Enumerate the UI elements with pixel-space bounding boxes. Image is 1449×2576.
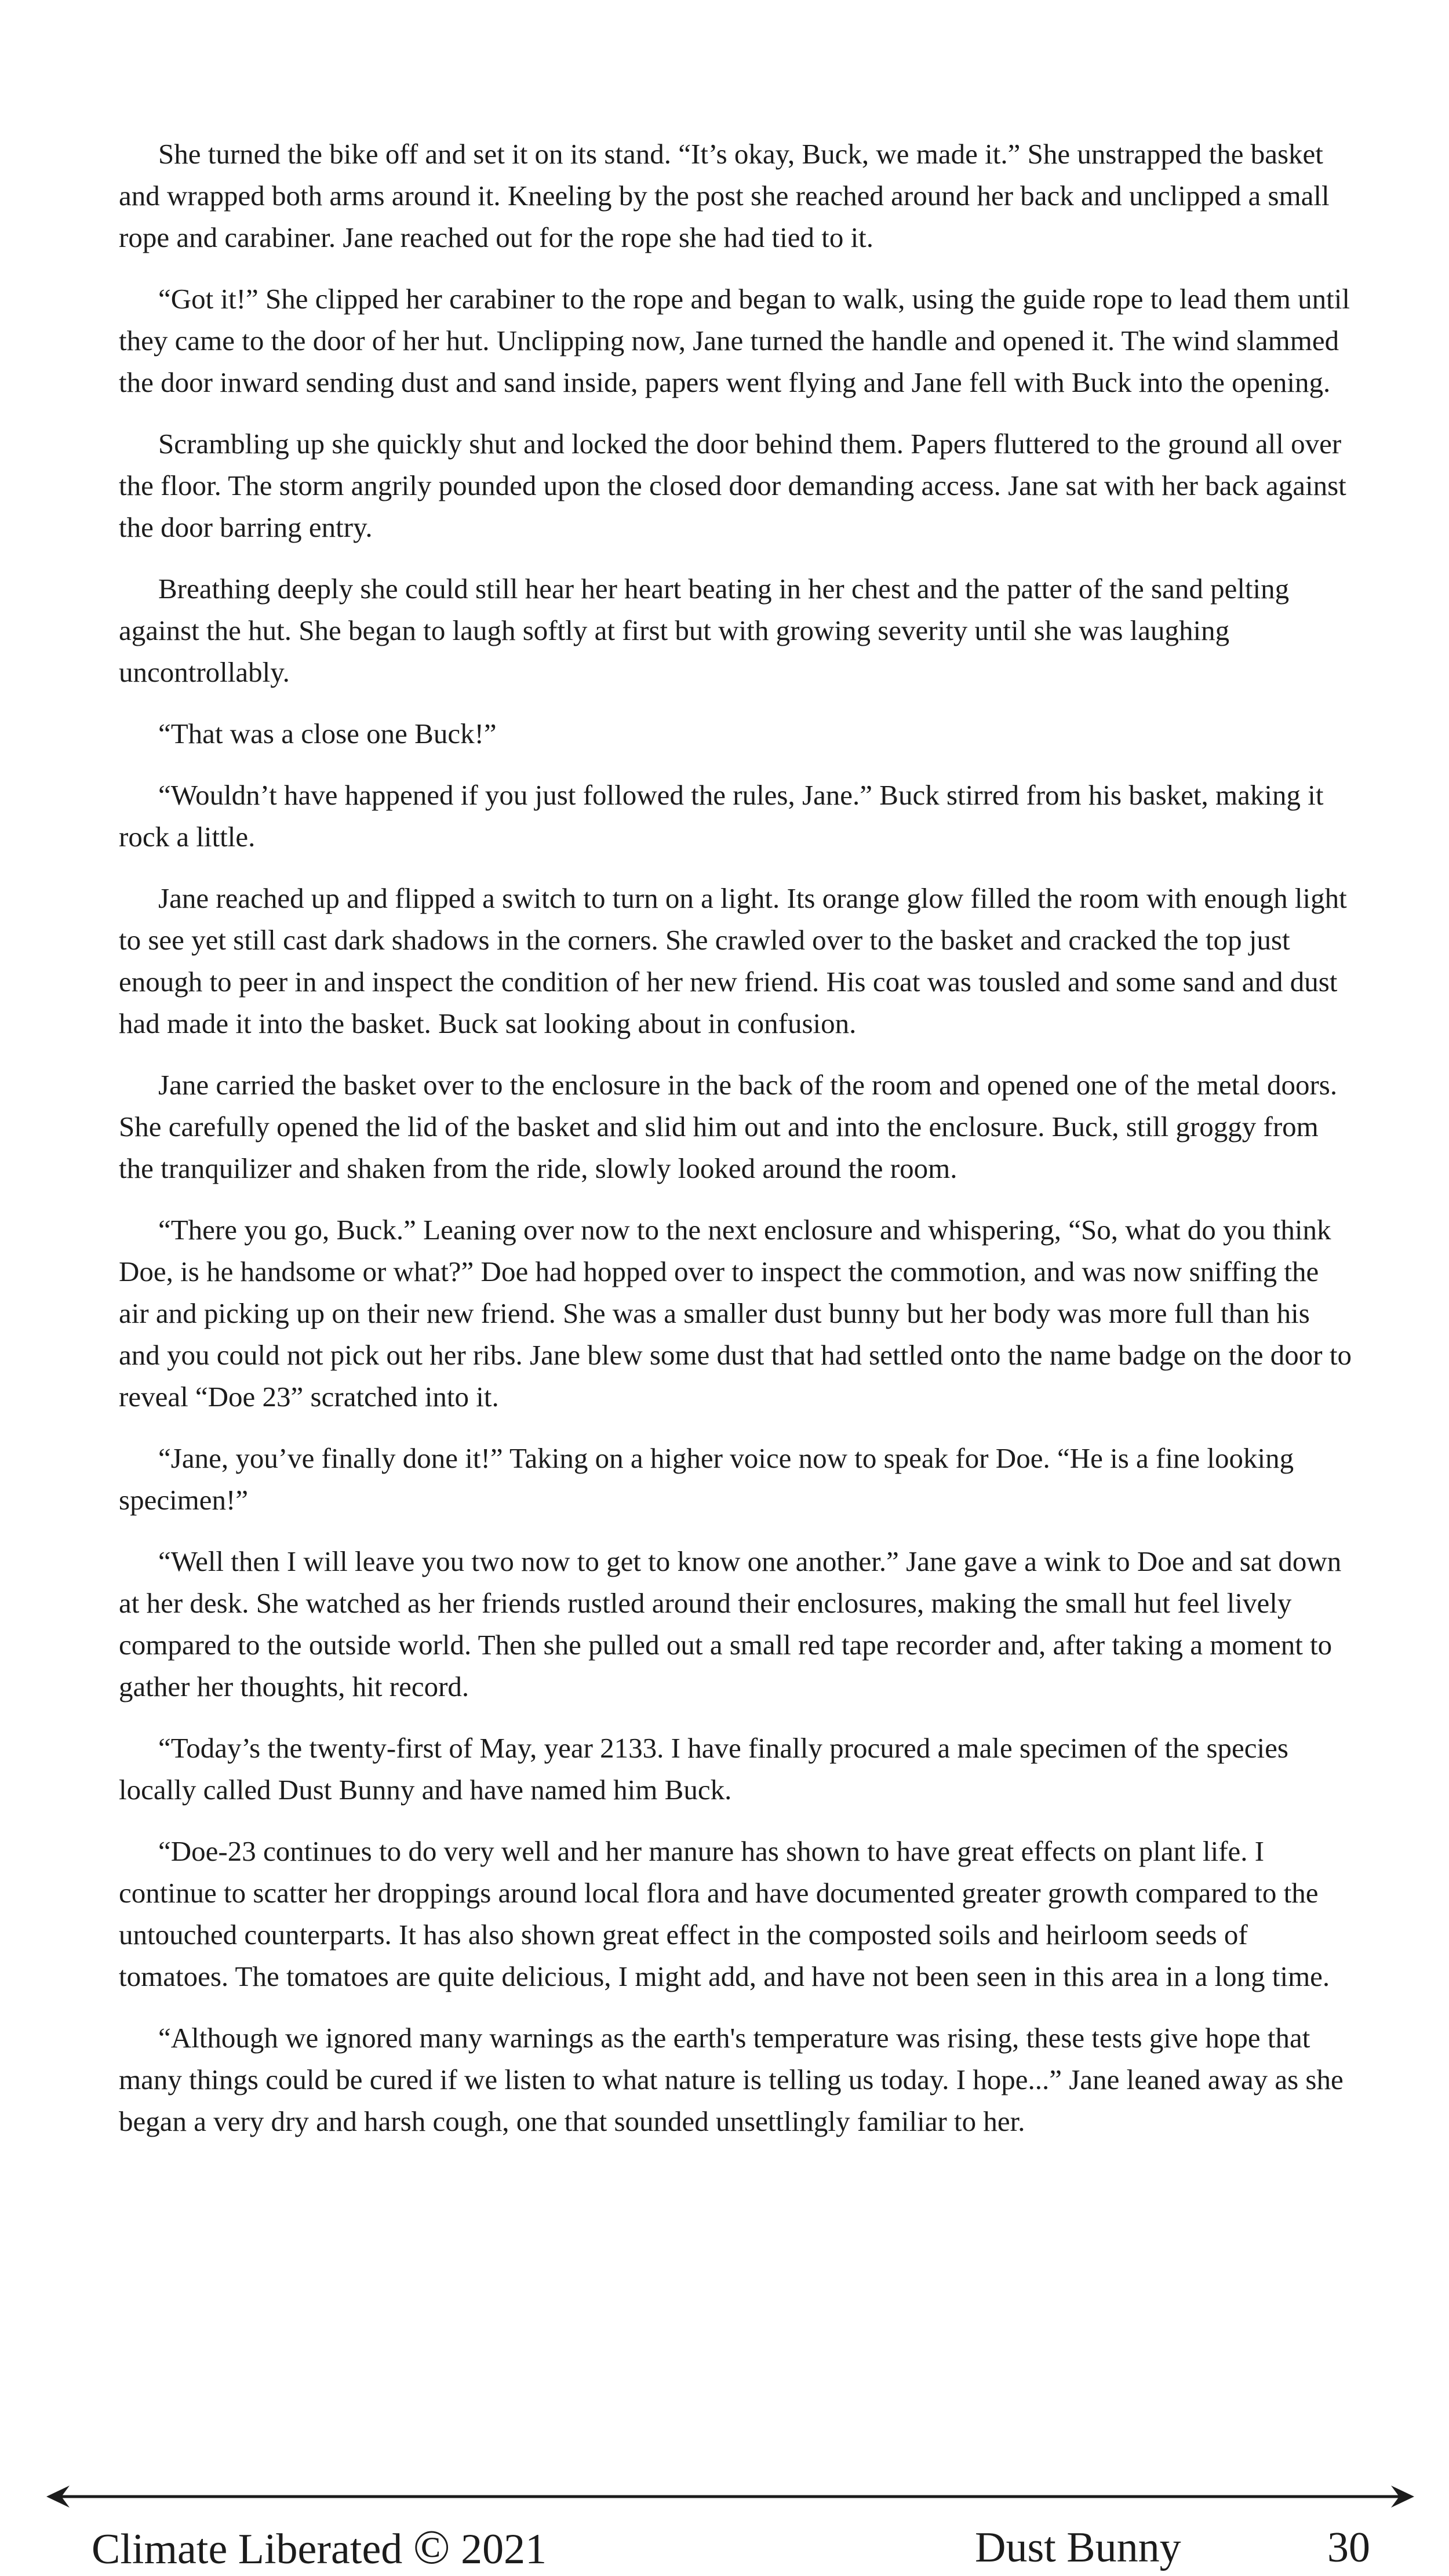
page-footer (0, 2522, 1449, 2574)
paragraph: “Got it!” She clipped her carabiner to the rope and began to walk, using the guide rope to lead them until they came to the door of her hut. Unclipping now, Jane turned the handle and opened it. The wind slammed the door inward sending dust and sand inside, papers went flying and Jane fell with Buck into the opening. (119, 283, 1350, 398)
book-title: Climate Liberated (92, 2526, 403, 2573)
paragraph: “Today’s the twenty-first of May, year 2133. I have finally procured a male specimen of the species locally called Dust Bunny and have named him Buck. (119, 1732, 1288, 1806)
paragraph: Jane reached up and flipped a switch to turn on a light. Its orange glow filled the room with enough light to see yet still cast dark shadows in the corners. She crawled over to the basket and cracked the top just enough to peer in and inspect the condition of her new friend. His coat was tousled and some sand and dust had made it into the basket. Buck sat looking about in confusion. (119, 882, 1347, 1039)
paragraph: “Wouldn’t have happened if you just followed the rules, Jane.” Buck stirred from his basket, making it rock a little. (119, 779, 1324, 853)
story-text (119, 133, 1353, 2162)
footer-arrow-rule (46, 2482, 1414, 2511)
paragraph: Jane carried the basket over to the enclosure in the back of the room and opened one of the metal doors. She carefully opened the lid of the basket and slid him out and into the enclosure. Buck, still groggy from the tranquilizer and shaken from the ride, slowly looked around the room. (119, 1069, 1338, 1184)
paragraph: Breathing deeply she could still hear her heart beating in her chest and the patter of the sand pelting against the hut. She began to laugh softly at first but with growing severity until she was laughing uncontrollably. (119, 573, 1290, 688)
paragraph: “Well then I will leave you two now to get to know one another.” Jane gave a wink to Doe and sat down at her desk. She watched as her friends rustled around their enclosures, making the small hut feel lively compared to the outside world. Then she pulled out a small red tape recorder and, after taking a moment to gather her thoughts, hit record. (119, 1545, 1342, 1702)
footer-book-credit (92, 2522, 547, 2575)
paragraph: “That was a close one Buck!” (158, 718, 497, 749)
copyright-year: 2021 (461, 2526, 547, 2573)
paragraph: “Although we ignored many warnings as the earth's temperature was rising, these tests give hope that many things could be cured if we listen to what nature is telling us today. I hope...” Jane leaned away as she began a very dry and harsh cough, one that sounded unsettlingly familiar to her. (119, 2022, 1344, 2137)
paragraph: “There you go, Buck.” Leaning over now to the next enclosure and whispering, “So, what do you think Doe, is he handsome or what?” Doe had hopped over to inspect the commotion, and was now sniffing the air and picking up on their new friend. She was a smaller dust bunny but her body was more full than his and you could not pick out her ribs. Jane blew some dust that had settled onto the name badge on the door to reveal “Doe 23” scratched into it. (119, 1214, 1352, 1413)
copyright-symbol: © (413, 2520, 450, 2574)
paragraph: “Doe-23 continues to do very well and her manure has shown to have great effects on plant life. I continue to scatter her droppings around local flora and have documented greater growth compared to the untouched counterparts. It has also shown great effect in the composted soils and heirloom seeds of tomatoes. The tomatoes are quite delicious, I might add, and have not been seen in this area in a long time. (119, 1835, 1330, 1992)
chapter-title: Dust Bunny (975, 2524, 1181, 2571)
page-number: 30 (1327, 2524, 1370, 2571)
paragraph: She turned the bike off and set it on its stand. “It’s okay, Buck, we made it.” She unstrapped the basket and wrapped both arms around it. Kneeling by the post she reached around her back and unclipped a small rope and carabiner. Jane reached out for the rope she had tied to it. (119, 138, 1330, 253)
paragraph: “Jane, you’ve finally done it!” Taking on a higher voice now to speak for Doe. “He is a fine looking specimen!” (119, 1442, 1294, 1516)
paragraph: Scrambling up she quickly shut and locked the door behind them. Papers fluttered to the ground all over the floor. The storm angrily pounded upon the closed door demanding access. Jane sat with her back against the door barring entry. (119, 428, 1346, 543)
